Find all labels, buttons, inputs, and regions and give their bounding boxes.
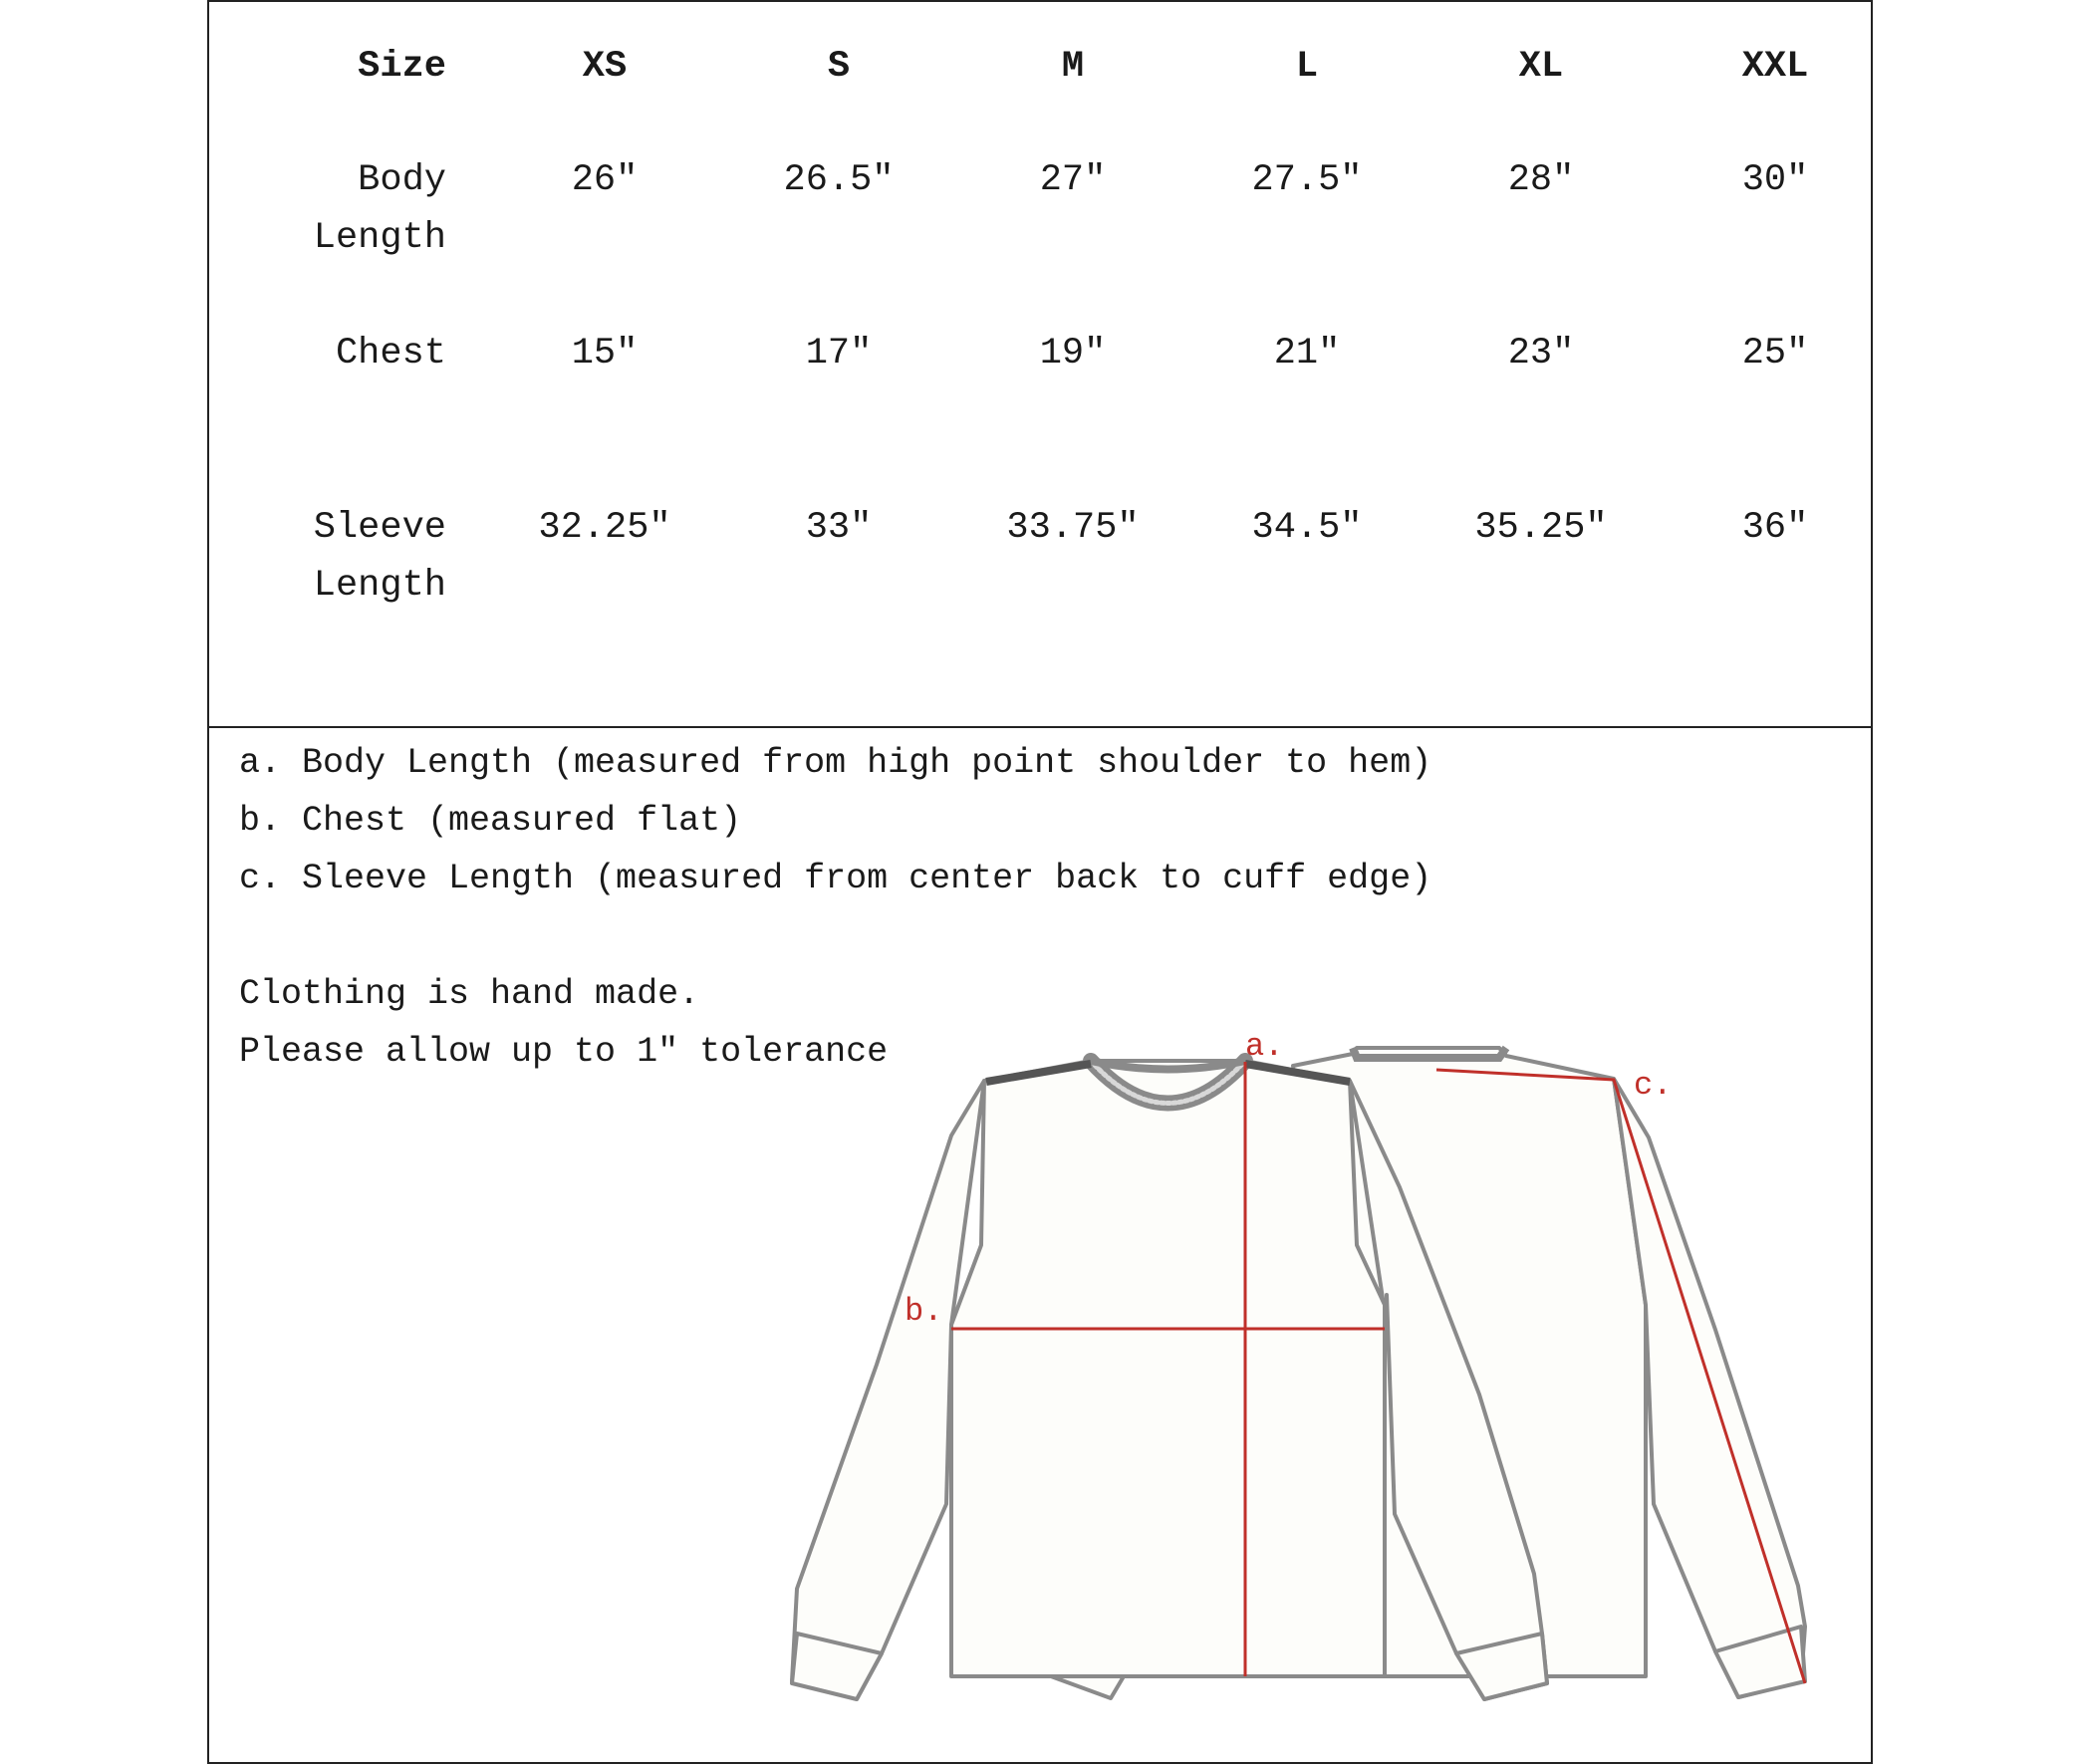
- size-header-l: L: [1295, 46, 1319, 88]
- chest-l: 21″: [1273, 333, 1341, 375]
- size-header-xxl: XXL: [1741, 46, 1809, 88]
- body-length-xl: 28″: [1507, 159, 1575, 201]
- note-body-length: a. Body Length (measured from high point shoulder to hem): [239, 743, 1432, 783]
- body-length-xxl: 30″: [1741, 159, 1809, 201]
- marker-c: c.: [1634, 1067, 1673, 1104]
- sleeve-length-l: 34.5″: [1251, 507, 1363, 549]
- sleeve-length-s: 33″: [805, 507, 873, 549]
- body-length-s: 26.5″: [783, 159, 895, 201]
- row-label-sleeve-length: Sleeve Length: [313, 507, 446, 607]
- sleeve-length-m: 33.75″: [1006, 507, 1140, 549]
- body-length-m: 27″: [1039, 159, 1107, 201]
- size-header-xl: XL: [1518, 46, 1564, 88]
- sleeve-length-xl: 35.25″: [1474, 507, 1608, 549]
- row-label-chest: Chest: [335, 333, 446, 375]
- note-chest: b. Chest (measured flat): [239, 801, 742, 841]
- size-header-s: S: [827, 46, 851, 88]
- sleeve-length-xxl: 36″: [1741, 507, 1809, 549]
- size-header-label: Size: [358, 46, 446, 88]
- body-length-l: 27.5″: [1251, 159, 1363, 201]
- front-body: [951, 1061, 1385, 1676]
- note-handmade: Clothing is hand made.: [239, 974, 700, 1014]
- size-header-xs: XS: [582, 46, 628, 88]
- back-hem-peek: [1051, 1676, 1124, 1698]
- note-sleeve-length: c. Sleeve Length (measured from center back to cuff edge): [239, 859, 1432, 898]
- row-label-body-length: Body Length: [313, 159, 446, 259]
- size-header-m: M: [1061, 46, 1085, 88]
- chest-m: 19″: [1039, 333, 1107, 375]
- chest-xl: 23″: [1507, 333, 1575, 375]
- sleeve-length-xs: 32.25″: [538, 507, 671, 549]
- body-length-xs: 26″: [571, 159, 639, 201]
- marker-b: b.: [905, 1293, 943, 1330]
- marker-a: a.: [1245, 1028, 1284, 1065]
- chest-xs: 15″: [571, 333, 639, 375]
- chest-s: 17″: [805, 333, 873, 375]
- chest-xxl: 25″: [1741, 333, 1809, 375]
- note-tolerance: Please allow up to 1" tolerance: [239, 1032, 889, 1072]
